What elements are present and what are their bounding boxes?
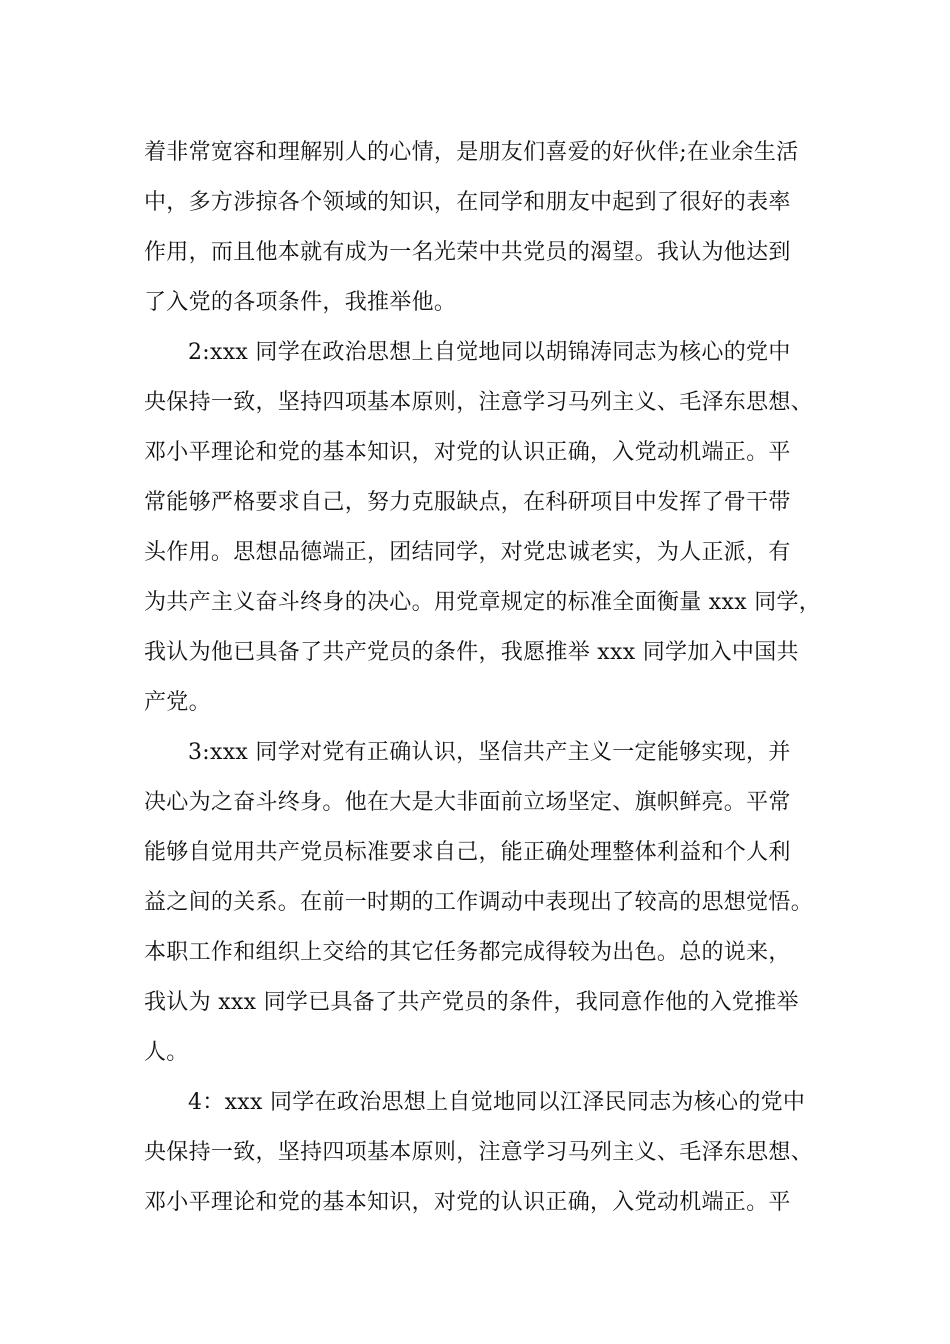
text-line: 我认为他已具备了共产党员的条件，我愿推举 xxx 同学加入中国共 xyxy=(144,640,799,665)
text-line: 决心为之奋斗终身。他在大是大非面前立场坚定、旗帜鲜亮。平常 xyxy=(144,790,791,815)
text-line: 中，多方涉掠各个领域的知识，在同学和朋友中起到了很好的表率 xyxy=(144,190,791,215)
text-line: 邓小平理论和党的基本知识，对党的认识正确，入党动机端正。平 xyxy=(144,1190,791,1215)
text-line: 能够自觉用共产党员标准要求自己，能正确处理整体利益和个人利 xyxy=(144,840,791,865)
text-line: 央保持一致，坚持四项基本原则，注意学习马列主义、毛泽东思想、 xyxy=(144,390,814,415)
text-line: 本职工作和组织上交给的其它任务都完成得较为出色。总的说来， xyxy=(144,940,791,965)
document-body xyxy=(144,128,824,1228)
text-line: 作用，而且他本就有成为一名光荣中共党员的渴望。我认为他达到 xyxy=(144,240,791,265)
paragraph-4-start: 4：xxx 同学在政治思想上自觉地同以江泽民同志为核心的党中 xyxy=(188,1090,806,1115)
text-line: 我认为 xxx 同学已具备了共产党员的条件，我同意作他的入党推举 xyxy=(144,990,799,1015)
text-line: 常能够严格要求自己，努力克服缺点，在科研项目中发挥了骨干带 xyxy=(144,490,791,515)
text-line: 头作用。思想品德端正，团结同学，对党忠诚老实，为人正派，有 xyxy=(144,540,791,565)
text-line: 益之间的关系。在前一时期的工作调动中表现出了较高的思想觉悟。 xyxy=(144,890,814,915)
text-line: 了入党的各项条件，我推举他。 xyxy=(144,290,457,315)
paragraph-2-start: 2:xxx 同学在政治思想上自觉地同以胡锦涛同志为核心的党中 xyxy=(188,340,791,365)
text-line: 着非常宽容和理解别人的心情，是朋友们喜爱的好伙伴;在业余生活 xyxy=(144,140,799,165)
text-line: 央保持一致，坚持四项基本原则，注意学习马列主义、毛泽东思想、 xyxy=(144,1140,814,1165)
text-line: 人。 xyxy=(144,1040,189,1065)
paragraph-3-start: 3:xxx 同学对党有正确认识，坚信共产主义一定能够实现，并 xyxy=(188,740,791,765)
text-line: 为共产主义奋斗终身的决心。用党章规定的标准全面衡量 xxx 同学， xyxy=(144,590,822,615)
text-line: 邓小平理论和党的基本知识，对党的认识正确，入党动机端正。平 xyxy=(144,440,791,465)
text-line: 产党。 xyxy=(144,690,211,715)
